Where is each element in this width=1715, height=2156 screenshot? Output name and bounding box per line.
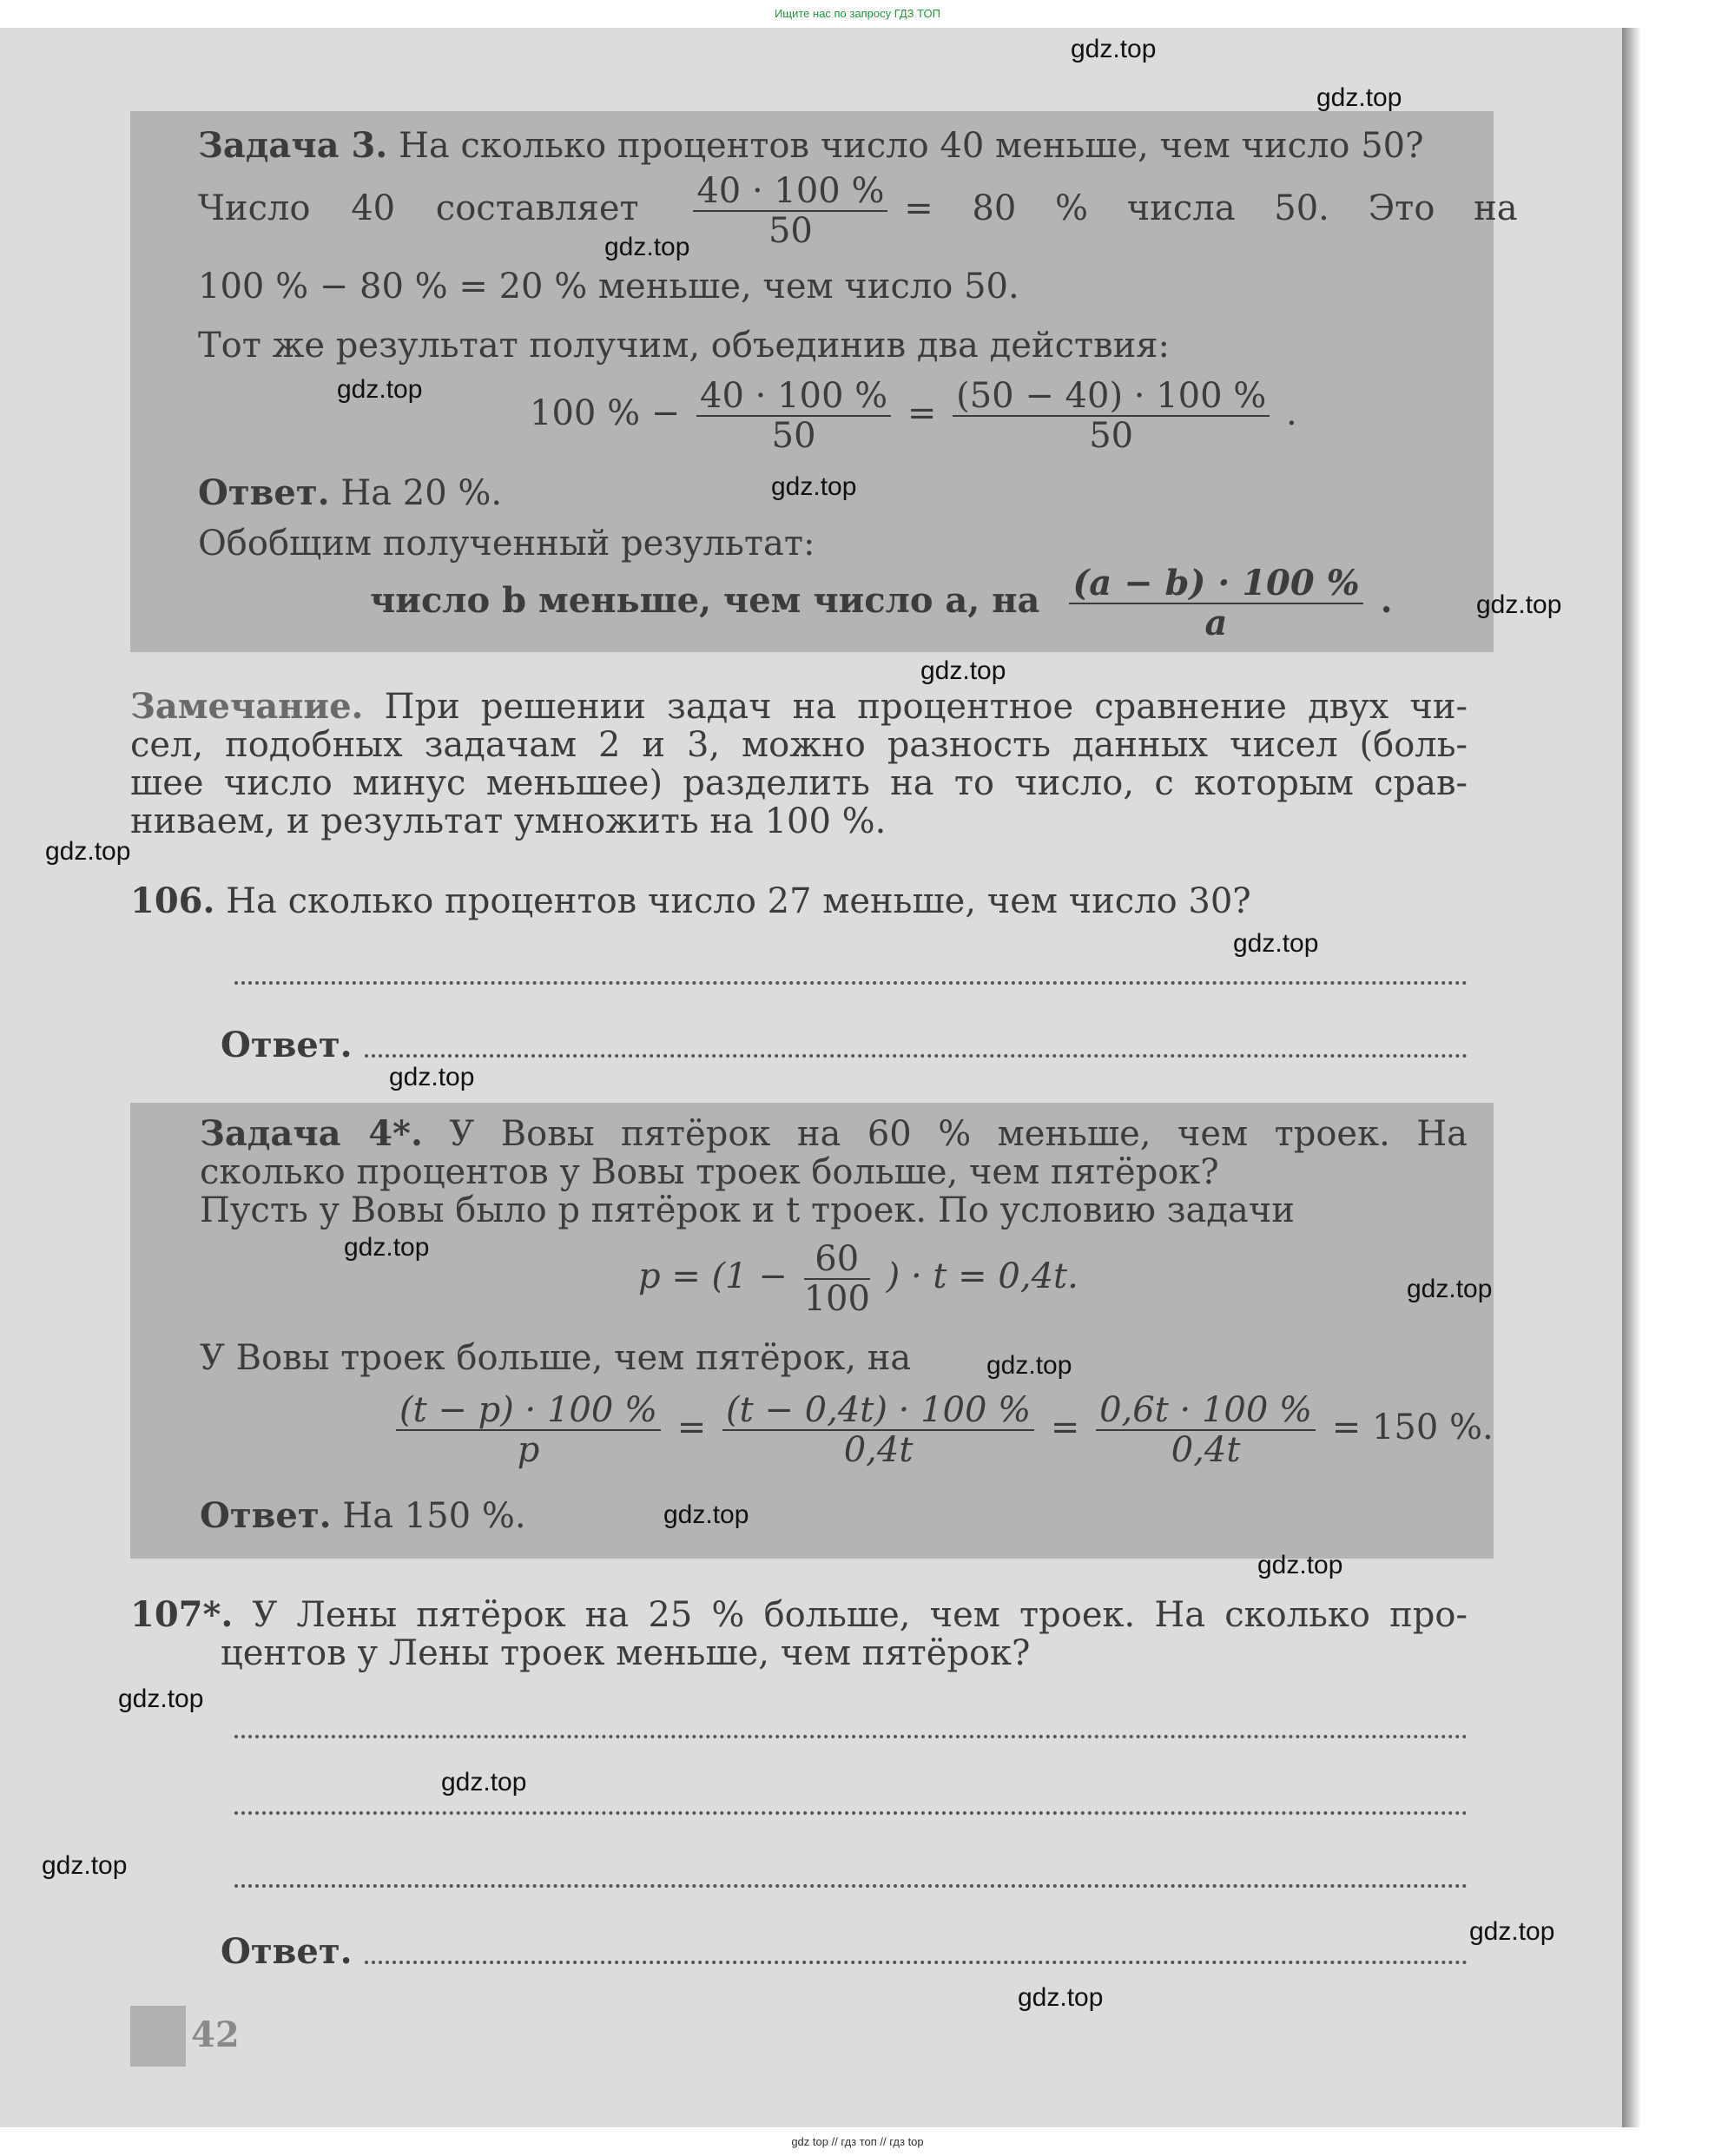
watermark: gdz.top <box>389 1063 475 1091</box>
exercise-number: 107*. <box>130 1594 234 1635</box>
answer-writing-line[interactable] <box>234 1735 1468 1738</box>
task4-line2: сколько процентов у Вовы троек больше, чем пятёрок? <box>200 1152 1219 1192</box>
answer-writing-line[interactable] <box>365 1961 1468 1964</box>
fraction-denominator: p <box>517 1430 540 1470</box>
note-label: Замечание. <box>130 686 364 727</box>
answer-label: Ответ. <box>200 1495 332 1536</box>
task3-line4: Тот же результат получим, объединив два действия: <box>198 326 1170 366</box>
watermark: gdz.top <box>771 472 857 501</box>
answer-text: На 150 %. <box>342 1496 526 1536</box>
equation-period: . <box>1286 393 1297 433</box>
fraction-denominator: 100 <box>803 1279 870 1319</box>
rule-period: . <box>1380 580 1393 621</box>
watermark: gdz.top <box>663 1500 749 1529</box>
task3-line2 <box>198 171 1518 251</box>
task4-line1 <box>200 1115 1468 1153</box>
watermark: gdz.top <box>42 1851 128 1880</box>
page-number-marker <box>130 2006 186 2067</box>
fraction-denominator: 50 <box>768 211 813 251</box>
equation-fraction <box>803 1239 870 1319</box>
answer-writing-line[interactable] <box>234 1811 1468 1815</box>
task4-equation-1 <box>638 1239 1078 1319</box>
note-line4: ниваем, и результат умножить на 100 %. <box>130 801 887 841</box>
task3-line2-a: Число 40 составляет <box>198 188 639 228</box>
exercise-text: На сколько процентов число 27 меньше, чем число 30? <box>226 881 1251 921</box>
equation-fraction-1 <box>396 1390 661 1470</box>
exercise-106 <box>130 882 1251 920</box>
watermark: gdz.top <box>920 656 1006 685</box>
fraction-numerator: (t − p) · 100 % <box>396 1393 661 1431</box>
equation-fraction-2 <box>722 1390 1034 1470</box>
watermark: gdz.top <box>1316 83 1402 112</box>
note-line3: шее число минус меньшее) разделить на то число, с которым срав- <box>130 763 1468 803</box>
equation-result: = 150 %. <box>1331 1408 1494 1447</box>
exercise-number: 106. <box>130 880 215 921</box>
task4-text-1: У Вовы пятёрок на 60 % меньше, чем троек. На <box>449 1114 1468 1154</box>
fraction-denominator: a <box>1204 603 1228 643</box>
watermark: gdz.top <box>344 1233 430 1262</box>
watermark: gdz.top <box>1018 1983 1104 2012</box>
watermark: gdz.top <box>1476 590 1562 619</box>
watermark: gdz.top <box>45 837 131 866</box>
rule-fraction <box>1069 563 1362 643</box>
watermark: gdz.top <box>1233 929 1319 958</box>
fraction-denominator: 0,4t <box>843 1430 914 1470</box>
watermark: gdz.top <box>1257 1551 1343 1579</box>
equation-left: 100 % − <box>530 393 681 433</box>
equation-fraction-1 <box>696 376 891 456</box>
fraction-numerator: 40 · 100 % <box>696 379 891 417</box>
task3-generalize: Обобщим полученный результат: <box>198 524 815 564</box>
fraction-denominator: 50 <box>771 416 816 456</box>
watermark: gdz.top <box>118 1685 204 1713</box>
task3-title: Задача 3. <box>198 125 388 166</box>
task4-line4: У Вовы троек больше, чем пятёрок, на <box>200 1338 912 1378</box>
watermark: gdz.top <box>1469 1917 1555 1946</box>
exercise-107-line2: центов у Лены троек меньше, чем пятёрок? <box>221 1633 1031 1673</box>
task3-title-line <box>198 127 1424 165</box>
task3-equation <box>530 376 1297 456</box>
watermark: gdz.top <box>337 375 423 404</box>
equation-left: p = (1 − <box>638 1256 788 1296</box>
note-line2: сел, подобных задачам 2 и 3, можно разность данных чисел (боль- <box>130 725 1468 765</box>
task3-question: На сколько процентов число 40 меньше, чем число 50? <box>398 126 1424 166</box>
watermark: gdz.top <box>604 233 690 261</box>
fraction-numerator: 60 <box>804 1242 870 1280</box>
equation-equals: = <box>676 1408 707 1447</box>
fraction-denominator: 50 <box>1089 416 1134 456</box>
ex106-answer-label: Ответ. <box>221 1025 353 1065</box>
answer-label: Ответ. <box>198 472 330 513</box>
equation-right: ) · t = 0,4t. <box>886 1256 1078 1296</box>
fraction-numerator: (a − b) · 100 % <box>1069 566 1362 604</box>
equation-fraction-2 <box>953 376 1270 456</box>
watermark: gdz.top <box>441 1768 527 1797</box>
task3-line3: 100 % − 80 % = 20 % меньше, чем число 50. <box>198 267 1019 307</box>
equation-equals: = <box>1050 1408 1080 1447</box>
answer-writing-line[interactable] <box>234 1884 1468 1888</box>
exercise-text: У Лены пятёрок на 25 % больше, чем троек. На сколько про- <box>252 1595 1468 1635</box>
task3-line2-b: = 80 % числа 50. Это на <box>904 188 1518 228</box>
exercise-107-line1 <box>130 1596 1468 1634</box>
task4-answer <box>200 1497 526 1535</box>
watermark: gdz.top <box>1407 1275 1493 1303</box>
page-spine-shadow <box>1622 28 1641 2127</box>
fraction-numerator: 40 · 100 % <box>693 174 887 212</box>
answer-writing-line[interactable] <box>365 1054 1468 1058</box>
note-line1 <box>130 688 1468 726</box>
task4-title: Задача 4*. <box>200 1113 423 1154</box>
footer-banner: gdz top // гдз топ // гдз top <box>791 2135 924 2148</box>
answer-writing-line[interactable] <box>234 981 1468 985</box>
search-banner: Ищите нас по запросу ГДЗ ТОП <box>775 7 940 20</box>
equation-equals: = <box>907 393 937 433</box>
note-text-1: При решении задач на процентное сравнение двух чи- <box>384 687 1468 727</box>
fraction-numerator: 0,6t · 100 % <box>1096 1393 1316 1431</box>
page-number: 42 <box>191 2014 240 2055</box>
task4-equation-2 <box>391 1390 1494 1470</box>
watermark: gdz.top <box>1071 35 1157 63</box>
task3-fraction-1 <box>693 171 887 251</box>
fraction-denominator: 0,4t <box>1171 1430 1241 1470</box>
watermark: gdz.top <box>986 1351 1072 1380</box>
task4-line3: Пусть у Вовы было p пятёрок и t троек. По условию задачи <box>200 1190 1295 1230</box>
rule-text: число b меньше, чем число a, на <box>370 580 1040 621</box>
answer-text: На 20 %. <box>340 473 503 513</box>
task3-rule <box>370 563 1393 643</box>
equation-fraction-3 <box>1096 1390 1316 1470</box>
fraction-numerator: (50 − 40) · 100 % <box>953 379 1270 417</box>
ex107-answer-label: Ответ. <box>221 1931 353 1972</box>
fraction-numerator: (t − 0,4t) · 100 % <box>722 1393 1034 1431</box>
task3-answer <box>198 474 502 512</box>
